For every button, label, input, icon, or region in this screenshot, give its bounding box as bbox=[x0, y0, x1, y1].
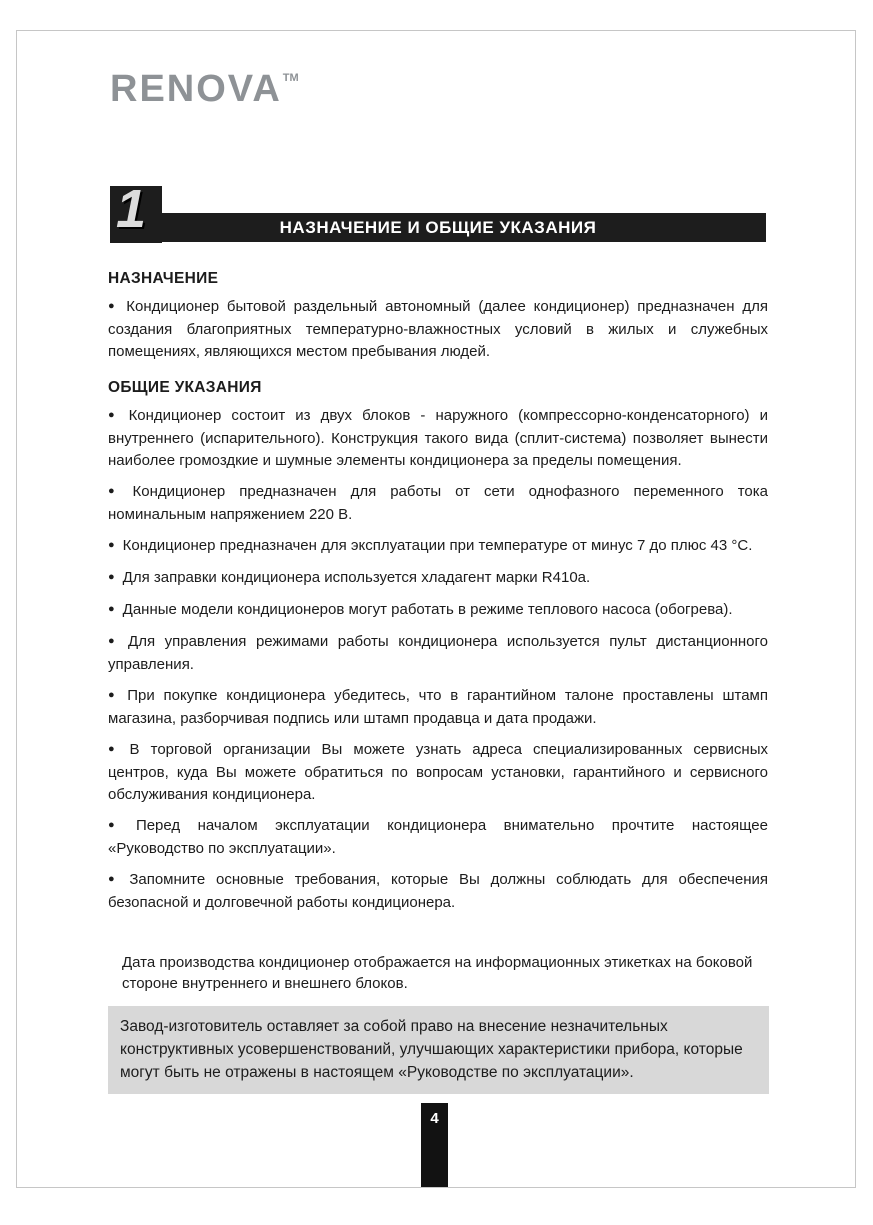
general-bullet-10-text: Запомните основные требования, которые Вы должны соблюдать для обеспечения безопасной и долговечной работы кондиционера. bbox=[108, 871, 768, 911]
general-bullet-10 bbox=[108, 869, 768, 914]
brand-name: RENOVA bbox=[110, 68, 282, 110]
general-bullet-5-text: Данные модели кондиционеров могут работать в режиме теплового насоса (обогрева). bbox=[122, 601, 733, 618]
bullet-icon: ● bbox=[108, 485, 125, 497]
general-bullet-8-text: В торговой организации Вы можете узнать адреса специализированных сервисных центров, куда Вы можете обратиться по вопросам установки, гарантийного и сервисного обслуживания кондиционера. bbox=[108, 741, 768, 803]
bullet-icon: ● bbox=[108, 819, 128, 831]
section-number-box bbox=[110, 186, 162, 243]
purpose-paragraph bbox=[108, 296, 768, 363]
bullet-icon: ● bbox=[108, 300, 119, 312]
brand-logo bbox=[110, 68, 299, 111]
bullet-icon: ● bbox=[108, 689, 120, 701]
general-bullet-7 bbox=[108, 685, 768, 730]
general-bullet-9 bbox=[108, 815, 768, 860]
section-header bbox=[110, 186, 766, 243]
general-bullet-4-text: Для заправки кондиционера используется хладагент марки R410a. bbox=[122, 569, 591, 586]
bullet-icon: ● bbox=[108, 571, 115, 583]
general-bullet-5 bbox=[108, 599, 768, 622]
general-bullet-4 bbox=[108, 567, 768, 590]
general-bullet-7-text: При покупке кондиционера убедитесь, что в гарантийном талоне проставлены штамп магазина, разборчивая подпись или штамп продавца и дата продажи. bbox=[108, 687, 768, 727]
bullet-icon: ● bbox=[108, 539, 115, 551]
page-number: 4 bbox=[430, 1110, 439, 1127]
bullet-icon: ● bbox=[108, 873, 122, 885]
purpose-text: Кондиционер бытовой раздельный автономный (далее кондиционер) предназначен для создания благоприятных температурно-влажностных условий в жилых и служебных помещениях, являющихся местом пребывания людей. bbox=[108, 298, 768, 360]
general-bullet-3-text: Кондиционер предназначен для эксплуатации при температуре от минус 7 до плюс 43 °С. bbox=[122, 537, 753, 554]
bullet-icon: ● bbox=[108, 743, 122, 755]
section-title-bar bbox=[110, 213, 766, 242]
general-bullet-2-text: Кондиционер предназначен для работы от сети однофазного переменного тока номинальным напряжением 220 В. bbox=[108, 483, 768, 523]
general-bullet-2 bbox=[108, 481, 768, 526]
trademark-mark: TM bbox=[282, 72, 299, 84]
bullet-icon: ● bbox=[108, 603, 115, 615]
heading-general: ОБЩИЕ УКАЗАНИЯ bbox=[108, 379, 262, 396]
page-content bbox=[108, 268, 768, 923]
manufacturer-notice: Завод-изготовитель оставляет за собой право на внесение незначительных конструктивных усовершенствований, улучшающих характеристики прибора, которые могут быть не отражены в настоящем «Руководстве по эксплуатации». bbox=[108, 1006, 769, 1094]
bullet-icon: ● bbox=[108, 635, 121, 647]
bullet-icon: ● bbox=[108, 409, 121, 421]
general-bullet-6 bbox=[108, 631, 768, 676]
general-bullet-1-text: Кондиционер состоит из двух блоков - наружного (компрессорно-конденсаторного) и внутреннего (испарительного). Конструкция такого вида (сплит-система) позволяет вынести наиболее громоздкие и шумные элементы кондиционера за пределы помещения. bbox=[108, 407, 768, 469]
section-number: 1 bbox=[116, 186, 147, 239]
page-number-tab bbox=[421, 1103, 448, 1187]
production-date-note: Дата производства кондиционер отображается на информационных этикетках на боковой стороне внутреннего и внешнего блоков. bbox=[122, 954, 753, 992]
section-title: НАЗНАЧЕНИЕ И ОБЩИЕ УКАЗАНИЯ bbox=[279, 217, 597, 237]
general-bullet-3 bbox=[108, 535, 768, 558]
general-bullet-9-text: Перед началом эксплуатации кондиционера внимательно прочтите настоящее «Руководство по эксплуатации». bbox=[108, 817, 768, 857]
heading-purpose: НАЗНАЧЕНИЕ bbox=[108, 270, 219, 287]
general-bullet-1 bbox=[108, 405, 768, 472]
general-bullet-8 bbox=[108, 739, 768, 806]
general-bullet-6-text: Для управления режимами работы кондиционера используется пульт дистанционного управления. bbox=[108, 633, 769, 673]
